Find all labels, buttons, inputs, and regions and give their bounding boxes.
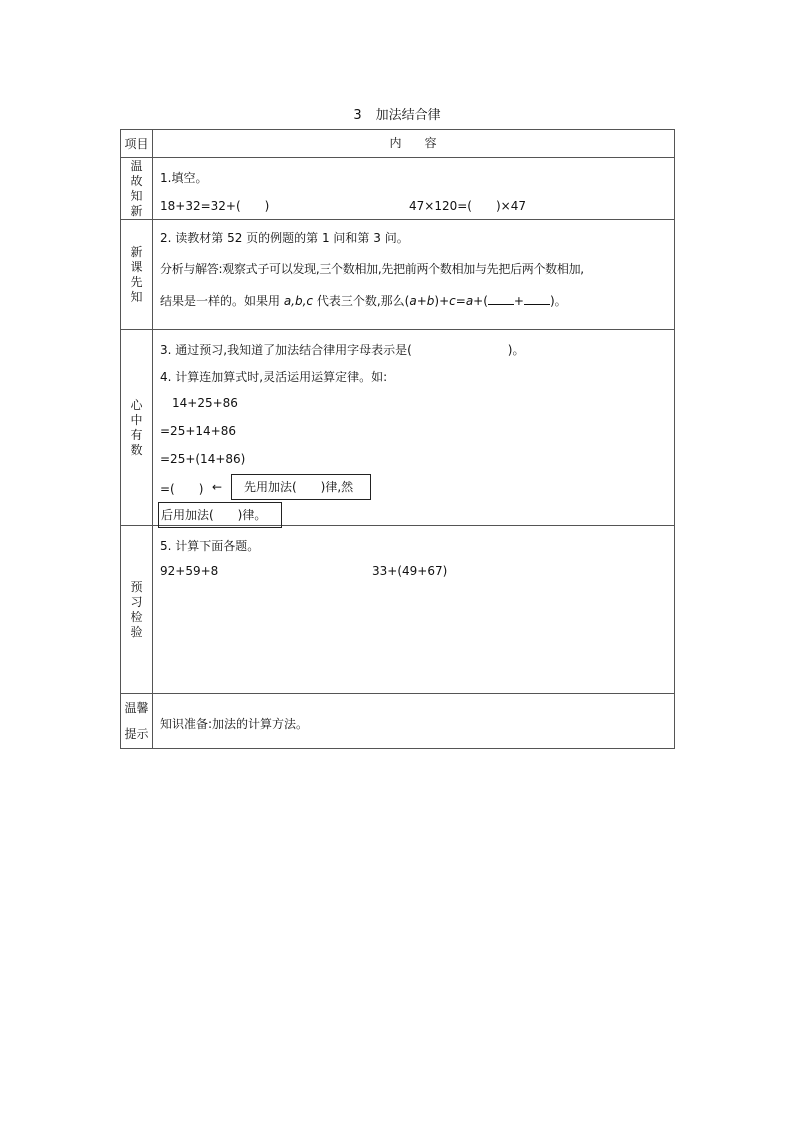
review-eq-right: 47×120=( )×47 <box>409 199 526 213</box>
tip-label-2: 提示 <box>124 727 149 741</box>
result-blank-2[interactable] <box>524 304 550 305</box>
mind-q3: 3. 通过预习,我知道了加法结合律用字母表示是( )。 <box>160 343 525 357</box>
tip-text: 知识准备:加法的计算方法。 <box>160 717 309 731</box>
tip-row <box>121 694 675 749</box>
preview-analysis: 分析与解答:观察式子可以发现,三个数相加,先把前两个数相加与先把后两个数相加, <box>160 262 584 276</box>
mind-q4: 4. 计算连加算式时,灵活运用运算定律。如: <box>160 370 388 384</box>
review-eq-left: 18+32=32+( ) <box>160 199 270 213</box>
result-text-a: 结果是一样的。如果用 <box>160 294 284 308</box>
preview-row <box>121 220 675 330</box>
result-equals: = <box>455 294 466 308</box>
review-label: 温故知新 <box>130 158 143 218</box>
header-content-2: 容 <box>424 136 438 150</box>
check-q5: 5. 计算下面各题。 <box>160 539 260 553</box>
mind-label: 心中有数 <box>130 397 143 457</box>
mind-step-1: 14+25+86 <box>172 396 238 410</box>
check-expr-right: 33+(49+67) <box>372 564 448 578</box>
mind-content <box>153 330 675 526</box>
mind-box-2: 后用加法( )律。 <box>158 502 282 528</box>
tip-content <box>153 694 675 749</box>
review-row <box>121 158 675 220</box>
mind-step-3: =25+(14+86) <box>160 452 246 466</box>
review-content <box>153 158 675 220</box>
tip-label-cell <box>121 694 153 749</box>
result-plus-1: + <box>416 294 427 308</box>
review-q1: 1.填空。 <box>160 171 208 185</box>
result-text-c: )+ <box>434 294 450 308</box>
header-row <box>121 130 675 158</box>
preview-content <box>153 220 675 330</box>
mind-label-cell <box>121 330 153 526</box>
preview-label: 新课先知 <box>130 244 143 304</box>
result-blank-1[interactable] <box>488 304 514 305</box>
preview-q2: 2. 读教材第 52 页的例题的第 1 问和第 3 问。 <box>160 231 409 245</box>
mind-step-4: =( ) <box>160 482 204 496</box>
lesson-table <box>120 129 675 749</box>
header-item-label: 项目 <box>121 130 153 158</box>
preview-result <box>160 292 567 309</box>
check-label-cell <box>121 526 153 694</box>
header-content-1: 内 <box>389 136 403 150</box>
result-vars: a,b,c <box>283 294 314 308</box>
result-var-b: b <box>426 294 435 308</box>
tip-label-1: 温馨 <box>124 701 149 715</box>
lesson-title: 加法结合律 <box>375 108 441 123</box>
header-content-cell <box>153 130 675 158</box>
mind-box-1: 先用加法( )律,然 <box>231 474 371 500</box>
preview-label-cell <box>121 220 153 330</box>
check-row <box>121 526 675 694</box>
review-label-cell <box>121 158 153 220</box>
result-plus-2: + <box>513 294 524 308</box>
result-text-b: 代表三个数,那么( <box>313 294 410 308</box>
mind-row <box>121 330 675 526</box>
check-expr-left: 92+59+8 <box>160 564 219 578</box>
page-title <box>0 104 794 123</box>
result-text-d: +( <box>473 294 488 308</box>
lesson-number: 3 <box>353 108 362 123</box>
mind-arrow: ← <box>212 480 223 494</box>
result-var-a2: a <box>465 294 474 308</box>
result-var-c: c <box>449 294 456 308</box>
result-var-a: a <box>409 294 417 308</box>
check-content <box>153 526 675 694</box>
mind-step-2: =25+14+86 <box>160 424 236 438</box>
check-label: 预习检验 <box>130 579 143 639</box>
result-text-end: )。 <box>549 294 567 308</box>
